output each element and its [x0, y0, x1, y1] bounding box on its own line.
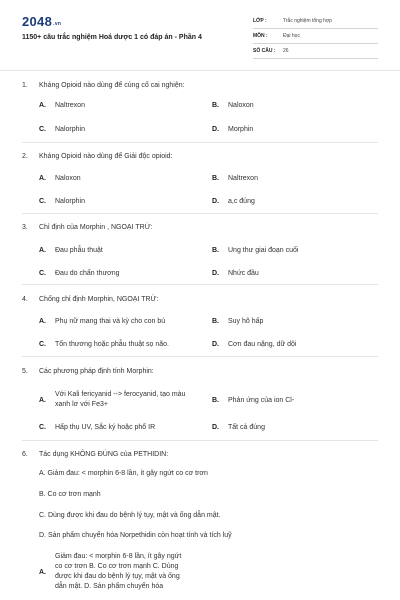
option-text-line: xanh lơ với Fe3+	[55, 401, 108, 408]
option-a[interactable]	[39, 247, 103, 254]
option-key: B.	[212, 318, 219, 325]
document-meta	[253, 14, 378, 59]
option-key: D.	[212, 341, 219, 348]
question-number: 3.	[22, 224, 28, 231]
question-divider	[22, 213, 378, 214]
header-divider	[0, 70, 400, 71]
statement-line: D. Sản phẩm chuyển hóa Norpethidin còn hoạt tính và tích luỹ	[39, 532, 232, 539]
option-text-line: dẫn mật. D. Sản phẩm chuyển hóa	[55, 583, 164, 590]
option-a[interactable]	[39, 390, 185, 410]
option-b[interactable]	[212, 175, 258, 182]
option-text: a,c đúng	[228, 198, 255, 205]
option-text: Naloxon	[228, 102, 254, 109]
option-key: D.	[212, 424, 219, 431]
meta-row-class	[253, 14, 378, 29]
option-key: C.	[39, 341, 46, 348]
option-text: Phụ nữ mang thai và kỳ cho con bú	[55, 318, 166, 325]
meta-value: Đại học	[283, 33, 300, 39]
option-c[interactable]	[39, 424, 155, 431]
option-text-line: Giảm đau: < morphin 6-8 lần, ít gây ngứt	[55, 553, 182, 560]
option-text: Nhức đầu	[228, 270, 259, 277]
option-b[interactable]	[212, 102, 254, 109]
logo-suffix: .vn	[53, 21, 62, 27]
document-header	[0, 0, 400, 66]
option-d[interactable]	[212, 270, 259, 277]
option-text: Naltrexon	[228, 175, 258, 182]
option-key: C.	[39, 424, 46, 431]
option-text: Nalorphin	[55, 126, 85, 133]
question-text: Các phương pháp định tính Morphin:	[39, 368, 154, 375]
question-text: Chống chỉ định Morphin, NGOẠI TRỪ:	[39, 296, 159, 303]
option-text: Morphin	[228, 126, 254, 133]
meta-key: MÔN :	[253, 33, 268, 39]
option-text: Naltrexon	[55, 102, 85, 109]
option-key: D.	[212, 270, 219, 277]
option-key: A.	[39, 102, 46, 109]
option-text-line: co cơ trơn B. Co cơ trơn mạnh C. Dùng	[55, 563, 179, 570]
option-a[interactable]	[39, 175, 81, 182]
option-key: C.	[39, 198, 46, 205]
option-text: Suy hô hấp	[228, 318, 264, 325]
question-number: 1.	[22, 82, 28, 89]
option-d[interactable]	[212, 341, 296, 348]
option-d[interactable]	[212, 126, 253, 133]
question-divider	[22, 440, 378, 441]
question-divider	[22, 284, 378, 285]
option-key: A.	[39, 568, 46, 576]
option-text: Đau phẫu thuật	[55, 247, 103, 254]
logo-text: 2048	[22, 14, 53, 29]
option-key: A.	[39, 396, 46, 404]
option-text: Tổn thương hoặc phẫu thuật sọ não.	[55, 341, 169, 348]
option-key: A.	[39, 175, 46, 182]
question-number: 2.	[22, 153, 28, 160]
statement-line: C. Dùng được khi đau do bệnh lý tụy, mật và ống dẫn mật.	[39, 512, 221, 519]
option-key: A.	[39, 247, 46, 254]
question-text: Kháng Opioid nào dùng để củng cố cai nghiện:	[39, 82, 185, 89]
question-number: 5.	[22, 368, 28, 375]
question-divider	[22, 142, 378, 143]
option-d[interactable]	[212, 198, 255, 205]
question-text: Chỉ định của Morphin , NGOẠI TRỪ:	[39, 224, 153, 231]
question-6	[0, 451, 400, 600]
question-text: Tác dụng KHÔNG ĐÚNG của PETHIDIN:	[39, 451, 169, 458]
option-b[interactable]	[212, 247, 298, 254]
option-text: Nalorphin	[55, 198, 85, 205]
option-key: D.	[212, 126, 219, 133]
document-title: 1150+ câu trắc nghiệm Hoá dược 1 có đáp án - Phần 4	[22, 34, 202, 41]
option-text	[55, 390, 185, 410]
meta-key: SỐ CÂU :	[253, 48, 276, 54]
option-c[interactable]	[39, 341, 169, 348]
option-d[interactable]	[212, 424, 265, 431]
option-key: D.	[212, 198, 219, 205]
question-divider	[22, 356, 378, 357]
option-a[interactable]	[39, 318, 165, 325]
question-text: Kháng Opioid nào dùng để Giải độc opioid:	[39, 153, 173, 160]
statement-line: A. Giảm đau: < morphin 6-8 lần, ít gây ngứt co cơ trơn	[39, 470, 208, 477]
meta-value: 26	[283, 48, 289, 54]
option-text: Đau do chấn thương	[55, 270, 120, 277]
option-text-line: được khi đau do bệnh lý tụy, mật và ống	[55, 573, 180, 580]
option-key: C.	[39, 270, 46, 277]
option-text: Tất cả đúng	[228, 424, 265, 431]
question-number: 6.	[22, 451, 28, 458]
option-text: Ung thư giai đoạn cuối	[228, 247, 299, 254]
option-text: Cơn đau nặng, dữ dội	[228, 341, 297, 348]
meta-value: Trắc nghiệm tổng hợp	[283, 18, 332, 24]
option-key: B.	[212, 247, 219, 254]
option-b[interactable]	[212, 397, 294, 404]
option-key: C.	[39, 126, 46, 133]
option-key: B.	[212, 397, 219, 404]
option-text-line: Với Kali fericyanid --> ferocyanid, tạo màu	[55, 391, 186, 398]
statement-line: B. Co cơ trơn mạnh	[39, 491, 101, 498]
meta-row-subject	[253, 29, 378, 44]
option-a[interactable]	[39, 102, 85, 109]
meta-row-count	[253, 44, 378, 59]
option-text: Hấp thụ UV, Sắc ký hoặc phổ IR	[55, 424, 156, 431]
option-c[interactable]	[39, 126, 85, 133]
option-key: B.	[212, 175, 219, 182]
option-key: B.	[212, 102, 219, 109]
option-text: Naloxon	[55, 175, 81, 182]
question-number: 4.	[22, 296, 28, 303]
meta-key: LỚP :	[253, 18, 267, 24]
option-a[interactable]	[39, 552, 205, 592]
site-logo[interactable]	[22, 14, 61, 29]
option-text	[55, 552, 205, 592]
option-c[interactable]	[39, 270, 120, 277]
option-b[interactable]	[212, 318, 263, 325]
option-key: A.	[39, 318, 46, 325]
option-c[interactable]	[39, 198, 85, 205]
option-text: Phản ứng của ion Cl-	[228, 397, 295, 404]
